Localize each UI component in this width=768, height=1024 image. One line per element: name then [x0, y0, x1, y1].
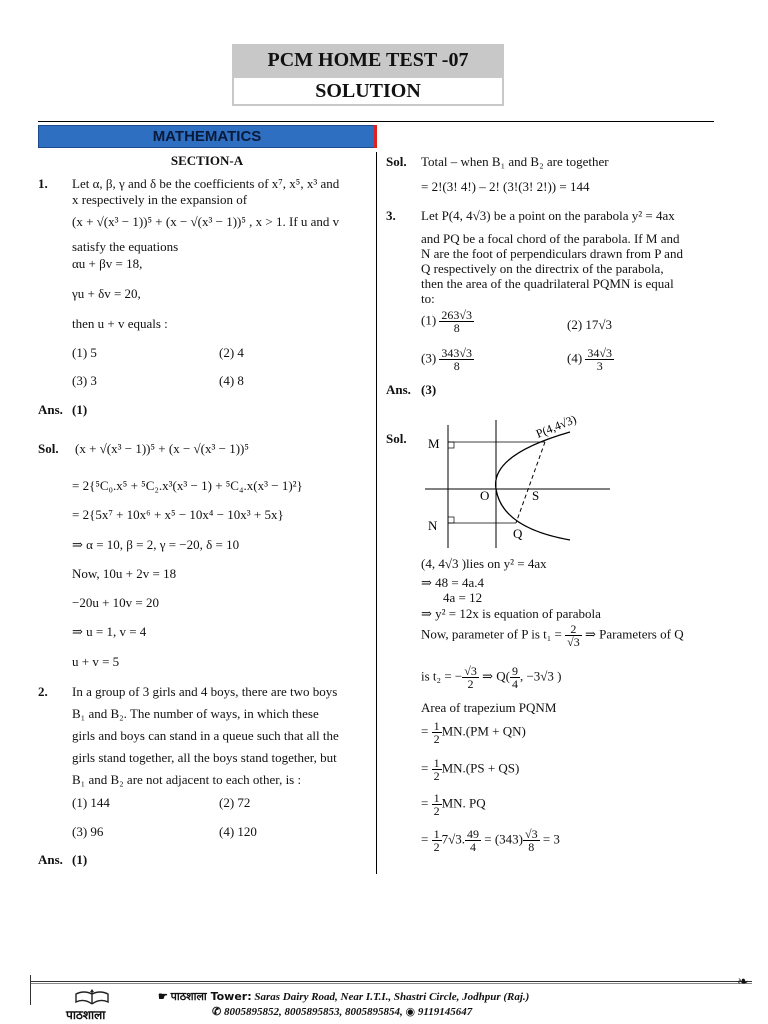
- half-num: 1: [433, 719, 440, 733]
- point-q-close: , −3√3 ): [519, 668, 562, 684]
- footer-brand: पाठशाला Tower:: [170, 990, 252, 1003]
- footer-rule: [30, 981, 752, 982]
- q1-sol-line4: ⇒ α = 10, β = 2, γ = −20, δ = 10: [72, 537, 240, 552]
- half-fraction: [432, 828, 442, 853]
- half-den: 2: [433, 732, 440, 746]
- footer-phones: 8005895852, 8005895853, 8005895854,: [223, 1006, 403, 1018]
- q1-ask: then u + v equals :: [72, 316, 168, 331]
- q3-sol-line8: [421, 720, 526, 745]
- q3-sol-line3: 4a = 12: [443, 590, 483, 605]
- area-den-4: 4: [469, 840, 476, 854]
- q3-sol-line11: [421, 828, 560, 853]
- q2-sol-label: Sol.: [386, 154, 407, 169]
- area-expr-4a: 7√3.: [441, 831, 465, 847]
- q3-option-1-fraction: [439, 309, 474, 334]
- area-expr-2: MN.(PS + QS): [441, 760, 520, 776]
- param-p-fraction: [565, 623, 582, 648]
- footer-address: Saras Dairy Road, Near I.T.I., Shastri Circle, Jodhpur (Raj.): [254, 991, 530, 1003]
- footer-address-line: [158, 990, 529, 1004]
- param-t2-fraction: [462, 665, 479, 690]
- q3-sol-label: Sol.: [386, 431, 407, 446]
- focal-chord: [516, 442, 545, 523]
- footer-rule-secondary: [30, 983, 752, 984]
- half-den: 2: [433, 804, 440, 818]
- q1-sol-line2: = 2{⁵C₀.x⁵ + ⁵C₂.x³(x³ − 1) + ⁵C₄.x(x³ − 1)²}: [72, 478, 303, 493]
- footer-whatsapp: 9119145647: [417, 1006, 473, 1018]
- q2-answer: (1): [72, 852, 88, 867]
- q3-sol-line4: ⇒ y² = 12x is equation of parabola: [421, 606, 601, 621]
- q3-sol-line1: (4, 4√3 )lies on y² = 4ax: [421, 556, 547, 571]
- parabola-curve: [496, 432, 570, 540]
- area-expr-4b: = (343): [484, 831, 523, 847]
- q3-line1: Let P(4, 4√3) be a point on the parabola y² = 4ax: [421, 208, 675, 223]
- q1-line3: (x + √(x³ − 1))⁵ + (x − √(x³ − 1))⁵ , x > 1. If u and v: [72, 214, 340, 229]
- param-t2-num: √3: [464, 664, 477, 678]
- area-expr-3: MN. PQ: [441, 795, 486, 811]
- half-num: 1: [433, 791, 440, 805]
- area-den-8: 8: [528, 840, 535, 854]
- q1-option-2: (2) 4: [219, 345, 244, 360]
- q1-answer: (1): [72, 402, 88, 417]
- q1-sol-line5: Now, 10u + 2v = 18: [72, 566, 177, 581]
- q3-line6: to:: [421, 291, 435, 306]
- param-t2-den: 2: [467, 677, 474, 691]
- solution-subtitle: SOLUTION: [232, 76, 504, 106]
- q3-sol-line6: [421, 665, 562, 690]
- q2-sol-line2: = 2!(3! 4!) – 2! (3!(3! 2!)) = 144: [421, 179, 590, 194]
- q1-sol-label: Sol.: [38, 441, 59, 456]
- q3-option-4-fraction: [585, 347, 614, 372]
- logo-text: पाठशाला: [66, 1008, 106, 1022]
- label-p: P(4,4√3): [533, 411, 579, 441]
- q1-option-1: (1) 5: [72, 345, 97, 360]
- param-q-text: ⇒ Parameters of Q: [584, 626, 684, 642]
- whatsapp-icon: ◉: [405, 1006, 416, 1018]
- q3-option-4-den: 3: [596, 359, 603, 373]
- q3-line3: N are the foot of perpendiculars drawn from P and: [421, 246, 683, 261]
- half-fraction: [432, 792, 442, 817]
- equals-sign: =: [421, 723, 429, 739]
- q3-line2: and PQ be a focal chord of the parabola. If M and: [421, 231, 680, 246]
- q3-option-1-den: 8: [453, 321, 460, 335]
- q1-eq2: γu + δv = 20,: [72, 286, 141, 301]
- right-angle-n: [448, 517, 454, 523]
- q1-line2: x respectively in the expansion of: [72, 192, 248, 207]
- q2-line1: In a group of 3 girls and 4 boys, there are two boys: [72, 684, 338, 699]
- right-angle-m: [448, 442, 454, 448]
- half-fraction: [432, 757, 442, 782]
- q3-sol-line10: [421, 792, 486, 817]
- subject-banner-accent: [374, 125, 377, 148]
- q1-number: 1.: [38, 176, 48, 191]
- hand-pointer-icon: ☛: [158, 991, 168, 1003]
- q2-option-1: (1) 144: [72, 795, 110, 810]
- equals-sign: =: [421, 795, 429, 811]
- q2-option-2: (2) 72: [219, 795, 251, 810]
- q3-number: 3.: [386, 208, 396, 223]
- q2-option-3: (3) 96: [72, 824, 104, 839]
- half-num: 1: [433, 827, 440, 841]
- param-p-num: 2: [565, 623, 582, 636]
- q1-sol-line1: (x + √(x³ − 1))⁵ + (x − √(x³ − 1))⁵: [75, 441, 249, 456]
- book-logo-icon: [72, 988, 112, 1008]
- q3-option-3-fraction: [439, 347, 474, 372]
- phone-icon: ✆: [212, 1006, 222, 1018]
- label-s: S: [532, 488, 540, 503]
- q2-line2: B₁ and B₂. The number of ways, in which these: [72, 706, 319, 721]
- subject-banner: MATHEMATICS: [38, 125, 376, 148]
- q3-option-3-den: 8: [453, 359, 460, 373]
- column-divider: [376, 152, 377, 874]
- test-title: PCM HOME TEST -07: [232, 44, 504, 76]
- parabola-figure: [420, 400, 620, 550]
- q1-sol-line3: = 2{5x⁷ + 10x⁶ + x⁵ − 10x⁴ − 10x³ + 5x}: [72, 507, 284, 522]
- area-result: = 3: [542, 831, 560, 847]
- q3-option-4: [567, 347, 614, 372]
- area-num-49: 49: [466, 827, 479, 841]
- q1-sol-line6: −20u + 10v = 20: [72, 595, 159, 610]
- q3-line5: then the area of the quadrilateral PQMN is equal: [421, 276, 674, 291]
- q1-sol-line8: u + v = 5: [72, 654, 120, 669]
- half-fraction: [432, 720, 442, 745]
- q3-option-3: [421, 347, 474, 372]
- q3-option-3-num: 343√3: [441, 346, 473, 360]
- point-q-den: 4: [511, 677, 518, 691]
- q3-option-3-label: (3): [421, 350, 437, 366]
- q3-option-4-label: (4): [567, 350, 583, 366]
- param-t2-text: is t₂ = −: [421, 668, 463, 684]
- half-num: 1: [433, 756, 440, 770]
- point-q-num: 9: [511, 664, 518, 678]
- area-num-root3: √3: [524, 827, 538, 841]
- footer-contact-line: [212, 1006, 472, 1019]
- label-q: Q: [513, 526, 523, 541]
- half-den: 2: [433, 769, 440, 783]
- param-p-den: √3: [567, 635, 580, 649]
- q1-option-3: (3) 3: [72, 373, 97, 388]
- q1-eq1: αu + βv = 18,: [72, 256, 143, 271]
- q2-number: 2.: [38, 684, 48, 699]
- header-rule: [38, 121, 714, 122]
- area-fraction-49-4: [465, 828, 481, 853]
- q3-option-2: (2) 17√3: [567, 317, 613, 332]
- param-p-text: Now, parameter of P is t₁ =: [421, 626, 562, 642]
- q3-sol-line7: Area of trapezium PQNM: [421, 700, 557, 715]
- area-expr-1: MN.(PM + QN): [441, 723, 526, 739]
- q3-option-1-num: 263√3: [441, 308, 473, 322]
- q3-answer: (3): [421, 382, 437, 397]
- q3-sol-line5: [421, 623, 684, 648]
- label-n: N: [428, 518, 438, 533]
- q3-sol-line2: ⇒ 48 = 4a.4: [421, 575, 484, 590]
- q3-option-1: [421, 309, 474, 334]
- q3-ans-label: Ans.: [386, 382, 411, 397]
- q2-line5: B₁ and B₂ are not adjacent to each other, is :: [72, 772, 302, 787]
- q2-sol-line1: Total – when B₁ and B₂ are together: [421, 154, 609, 169]
- q3-line4: Q respectively on the directrix of the parabola,: [421, 261, 664, 276]
- q1-line4: satisfy the equations: [72, 239, 179, 254]
- q1-sol-line7: ⇒ u = 1, v = 4: [72, 624, 147, 639]
- area-fraction-root3-8: [523, 828, 540, 853]
- q1-option-4: (4) 8: [219, 373, 244, 388]
- q3-option-4-num: 34√3: [587, 346, 613, 360]
- equals-sign: =: [421, 831, 429, 847]
- q1-line1: Let α, β, γ and δ be the coefficients of x⁷, x⁵, x³ and: [72, 176, 340, 191]
- q2-line4: girls stand together, all the boys stand together, but: [72, 750, 337, 765]
- q1-ans-label: Ans.: [38, 402, 63, 417]
- label-o: O: [480, 488, 490, 503]
- q2-ans-label: Ans.: [38, 852, 63, 867]
- half-den: 2: [433, 840, 440, 854]
- q3-sol-line9: [421, 757, 519, 782]
- point-q-open: ⇒ Q(: [482, 668, 510, 684]
- q2-line3: girls and boys can stand in a queue such that all the: [72, 728, 339, 743]
- label-m: M: [428, 436, 440, 451]
- q3-option-1-label: (1): [421, 312, 437, 328]
- footer-ornament-icon: ❧: [737, 975, 749, 990]
- q2-option-4: (4) 120: [219, 824, 257, 839]
- section-heading: SECTION-A: [170, 153, 244, 168]
- equals-sign: =: [421, 760, 429, 776]
- point-q-fraction: [510, 665, 520, 690]
- footer-bracket-left: [30, 975, 37, 1005]
